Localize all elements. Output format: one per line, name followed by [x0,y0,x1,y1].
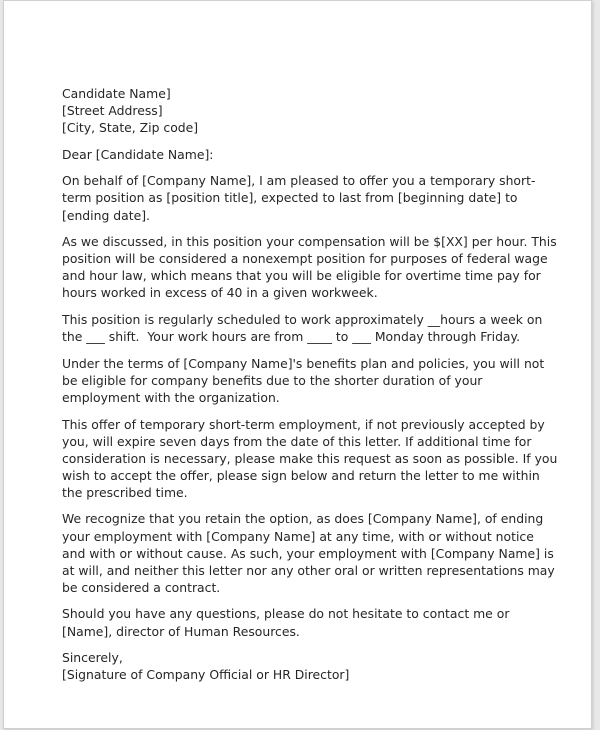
paragraph-line: employment with the organization. [62,389,280,405]
paragraph-line: Under the terms of [Company Name]'s benefits plan and policies, you will not [62,355,545,371]
paragraph-at-will [62,510,555,595]
recipient-address [62,85,552,136]
paragraph-expiry [62,416,558,501]
paragraph-line: Should you have any questions, please do not hesitate to contact me or [62,606,510,622]
paragraph-line: and with or without cause. As such, your employment with [Company Name] is [62,545,554,561]
paragraph-line: you, will expire seven days from the date of this letter. If additional time for [62,433,532,449]
paragraph-line: [Name], director of Human Resources. [62,623,300,639]
paragraph-line: the prescribed time. [62,484,188,500]
address-line: [City, State, Zip code] [62,120,199,136]
paragraph-line: your employment with [Company Name] at any time, with or without notice [62,528,534,544]
paragraph-line: wish to accept the offer, please sign below and return the letter to me within [62,467,540,483]
letter-body [62,85,558,693]
paragraph-compensation [62,233,557,301]
paragraph-line: term position as [position title], expected to last from [beginning date] to [62,190,518,206]
paragraph-line: consideration is necessary, please make this request as soon as possible. If you [62,450,558,466]
paragraph-line: and hour law, which means that you will be eligible for overtime time pay for [62,268,541,284]
paragraph-line: hours worked in excess of 40 in a given workweek. [62,285,378,301]
paragraph-line: This position is regularly scheduled to work approximately __hours a week on [62,312,543,328]
paragraph-line: the ___ shift. Your work hours are from ____ to ___ Monday through Friday. [62,329,521,345]
paragraph-line: be considered a contract. [62,579,221,595]
signature-line: [Signature of Company Official or HR Director] [62,667,350,683]
paragraph-line: We recognize that you retain the option, as does [Company Name], of ending [62,511,544,527]
paragraph-line: On behalf of [Company Name], I am pleased to offer you a temporary short- [62,173,536,189]
closing [62,649,552,683]
salutation [62,146,552,163]
paragraph-schedule [62,311,552,345]
paragraph-questions [62,605,552,639]
address-line: Candidate Name] [62,86,171,101]
salutation-line: Dear [Candidate Name]: [62,146,214,162]
closing-line: Sincerely, [62,650,123,666]
address-line: [Street Address] [62,103,163,119]
paragraph-offer [62,172,552,223]
paragraph-benefits [62,355,552,406]
paragraph-line: position will be considered a nonexempt position for purposes of federal wage [62,251,548,267]
document-page [3,0,592,729]
paragraph-line: at will, and neither this letter nor any other oral or written representations may [62,562,555,578]
paragraph-line: [ending date]. [62,207,150,223]
paragraph-line: This offer of temporary short-term employment, if not previously accepted by [62,416,545,432]
paragraph-line: be eligible for company benefits due to the shorter duration of your [62,372,483,388]
paragraph-line: As we discussed, in this position your compensation will be $[XX] per hour. This [62,234,557,250]
